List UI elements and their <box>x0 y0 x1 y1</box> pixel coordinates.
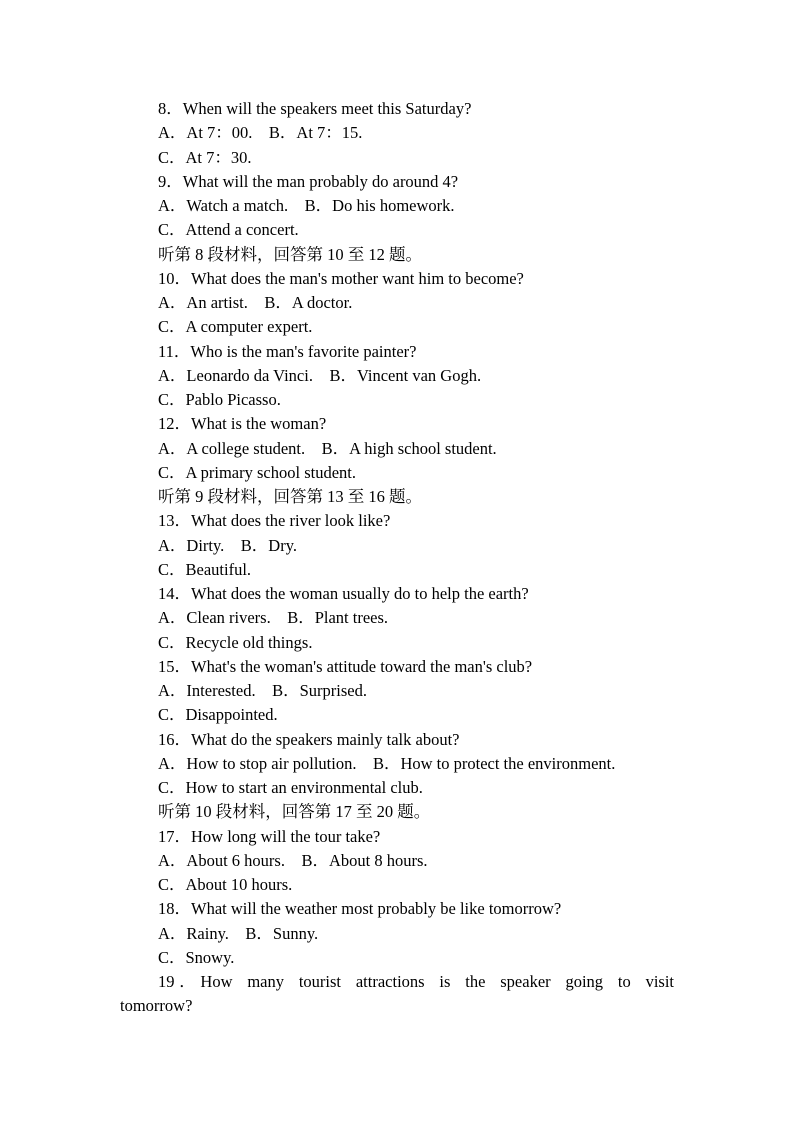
question-13-option-c: C．Beautiful. <box>158 559 252 579</box>
section-heading-8: 听第 8 段材料，回答第 10 至 12 题。 <box>158 244 422 264</box>
question-12-options-ab: A．A college student. B．A high school student. <box>158 438 497 458</box>
question-17: 17．How long will the tour take? <box>158 826 381 846</box>
question-17-option-c: C．About 10 hours. <box>158 875 293 894</box>
question-12-option-c: C．A primary school student. <box>158 462 356 482</box>
question-11: 11．Who is the man's favorite painter? <box>158 341 417 361</box>
question-9-option-c: C．Attend a concert. <box>158 220 299 240</box>
question-16: 16．What do the speakers mainly talk about? <box>158 729 460 749</box>
question-10-option-c: C．A computer expert. <box>158 317 313 337</box>
question-list <box>120 97 674 1019</box>
question-16-option-c: C．How to start an environmental club. <box>158 778 423 797</box>
question-12: 12．What is the woman? <box>158 414 327 434</box>
question-10: 10．What does the man's mother want him to become? <box>158 268 524 288</box>
question-18-option-c: C．Snowy. <box>158 947 235 967</box>
question-9: 9．What will the man probably do around 4? <box>158 171 459 191</box>
question-18-options-ab: A．Rainy. B．Sunny. <box>158 923 319 943</box>
question-18: 18．What will the weather most probably be like tomorrow? <box>158 899 562 919</box>
question-17-options-ab: A．About 6 hours. B．About 8 hours. <box>158 850 428 870</box>
question-8: 8．When will the speakers meet this Saturday? <box>158 99 472 118</box>
question-10-options-ab: A．An artist. B．A doctor. <box>158 293 353 312</box>
question-15-option-c: C．Disappointed. <box>158 705 278 725</box>
question-8-options-ab: A．At 7：00. B．At 7：15. <box>158 123 363 143</box>
question-13: 13．What does the river look like? <box>158 511 391 531</box>
question-15-options-ab: A．Interested. B．Surprised. <box>158 681 367 700</box>
question-11-option-c: C．Pablo Picasso. <box>158 390 281 409</box>
section-heading-9: 听第 9 段材料，回答第 13 至 16 题。 <box>158 487 422 506</box>
question-11-options-ab: A．Leonardo da Vinci. B．Vincent van Gogh. <box>158 365 482 385</box>
question-8-option-c: C．At 7：30. <box>158 147 252 167</box>
question-14: 14．What does the woman usually do to help the earth? <box>158 584 529 603</box>
question-19: 19．How many tourist attractions is the speaker going to visit tomorrow? <box>120 972 674 1016</box>
question-13-options-ab: A．Dirty. B．Dry. <box>158 535 298 555</box>
question-14-option-c: C．Recycle old things. <box>158 632 313 652</box>
question-14-options-ab: A．Clean rivers. B．Plant trees. <box>158 608 389 628</box>
section-heading-10: 听第 10 段材料，回答第 17 至 20 题。 <box>158 802 431 822</box>
question-9-options-ab: A．Watch a match. B．Do his homework. <box>158 196 455 215</box>
question-15: 15．What's the woman's attitude toward the man's club? <box>158 656 533 676</box>
question-16-options-ab: A．How to stop air pollution. B．How to protect the environment. <box>158 753 616 773</box>
